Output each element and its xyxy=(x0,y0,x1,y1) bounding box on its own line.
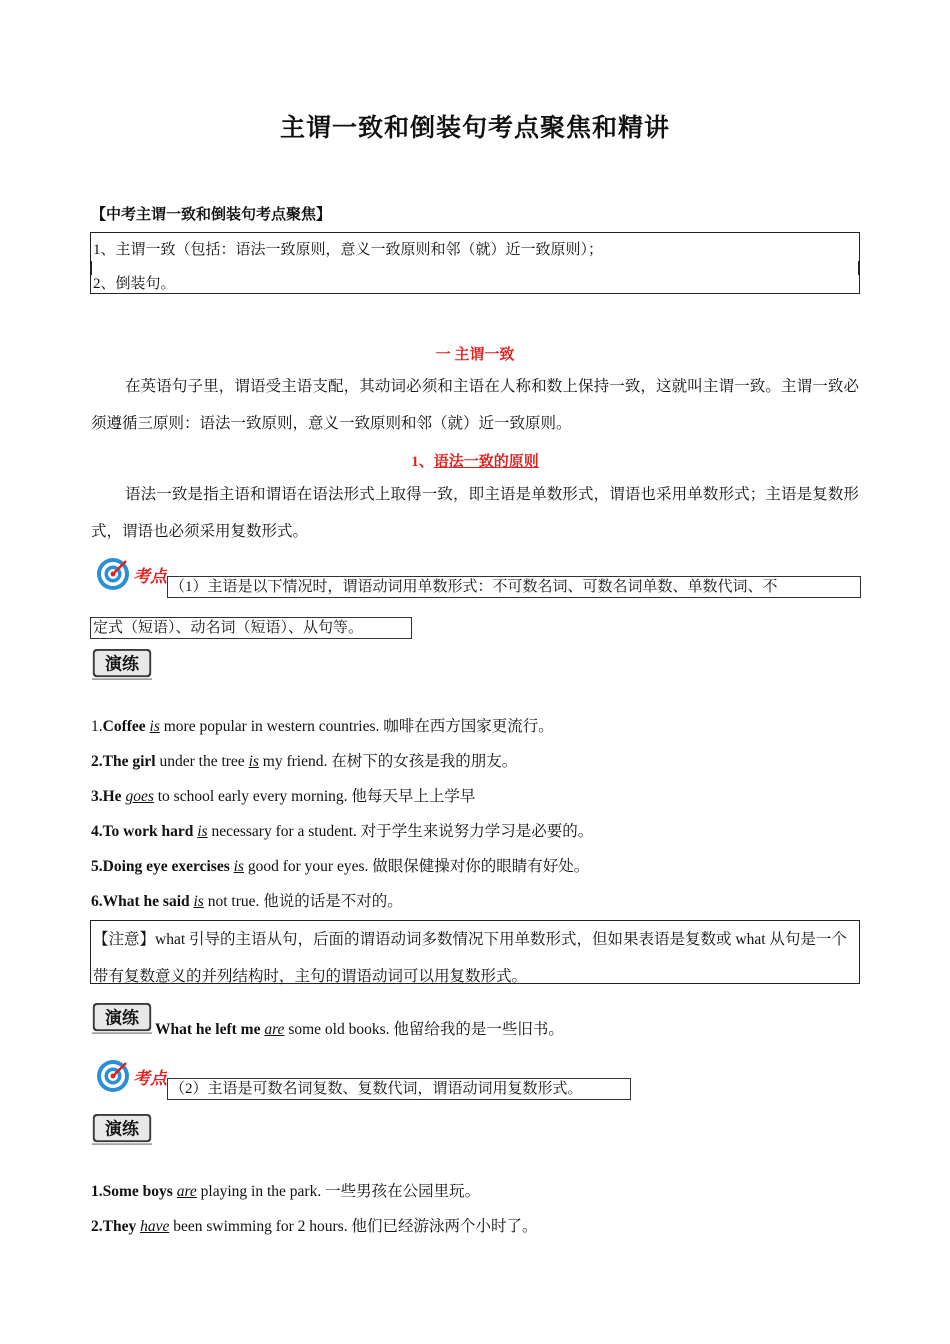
point-box-2: （2）主语是可数名词复数、复数代词，谓语动词用复数形式。 xyxy=(167,1078,631,1100)
section-intro: 在英语句子里，谓语受主语支配，其动词必须和主语在人称和数上保持一致，这就叫主谓一致。主谓一致必须遵循三原则：语法一致原则，意义一致原则和邻（就）近一致原则。 xyxy=(91,378,859,432)
example-2-2: 2.They have been swimming for 2 hours. 他们已经游泳两个小时了。 xyxy=(91,1218,538,1235)
note-box: 【注意】what 引导的主语从句，后面的谓语动词多数情况下用单数形式，但如果表语是复数或 what 从句是一个带有复数意义的并列结构时，主句的谓语动词可以用复数形式。 xyxy=(90,920,860,984)
svg-text:演练: 演练 xyxy=(105,1118,139,1139)
example-3: 3.He goes to school early every morning. 他每天早上上学早 xyxy=(91,788,476,805)
focus-label: 【中考主谓一致和倒装句考点聚焦】 xyxy=(91,207,332,223)
yanlian-icon-2 xyxy=(90,1002,154,1039)
svg-text:演练: 演练 xyxy=(105,1007,139,1028)
sub-intro: 语法一致是指主语和谓语在语法形式上取得一致，即主语是单数形式，谓语也采用单数形式；主语是复数形式，谓语也必须采用复数形式。 xyxy=(91,486,859,540)
example-2-1: 1.Some boys are playing in the park. 一些男孩在公园里玩。 xyxy=(91,1183,481,1200)
kaodian-icon xyxy=(95,556,167,601)
yanlian-icon-3 xyxy=(90,1113,154,1150)
focus-item-1: 1、主谓一致（包括：语法一致原则，意义一致原则和邻（就）近一致原则）； xyxy=(93,242,604,258)
svg-text:考点: 考点 xyxy=(133,1069,167,1088)
example-1: 1.Coffee is more popular in western countries. 咖啡在西方国家更流行。 xyxy=(91,718,554,735)
page-title: 主谓一致和倒装句考点聚焦和精讲 xyxy=(279,115,670,142)
note-example: What he left me are some old books. 他留给我的是一些旧书。 xyxy=(155,1021,564,1038)
focus-box xyxy=(90,232,860,294)
example-2: 2.The girl under the tree is my friend. 在树下的女孩是我的朋友。 xyxy=(91,753,518,770)
example-6: 6.What he said is not true. 他说的话是不对的。 xyxy=(91,893,403,910)
point-box-1: （1）主语是以下情况时，谓语动词用单数形式：不可数名词、可数名词单数、单数代词、不 xyxy=(167,576,861,598)
yanlian-label: 演练 xyxy=(105,653,139,674)
kaodian-label: 考点 xyxy=(133,567,167,586)
sub-heading-number: 1、 xyxy=(411,454,434,470)
focus-item-2: 2、倒装句。 xyxy=(93,276,176,292)
box-tick-right xyxy=(858,261,860,275)
example-5: 5.Doing eye exercises is good for your eyes. 做眼保健操对你的眼睛有好处。 xyxy=(91,858,590,875)
yanlian-icon xyxy=(90,648,154,685)
box-tick-left xyxy=(90,261,92,275)
sub-heading-text: 语法一致的原则 xyxy=(433,454,539,470)
sub-heading xyxy=(0,450,950,471)
kaodian-icon-2 xyxy=(95,1058,167,1103)
section-heading: 一 主谓一致 xyxy=(435,347,515,363)
example-4: 4.To work hard is necessary for a student. 对于学生来说努力学习是必要的。 xyxy=(91,823,594,840)
point-box-1-cont: 定式（短语）、动名词（短语）、从句等。 xyxy=(90,617,412,639)
